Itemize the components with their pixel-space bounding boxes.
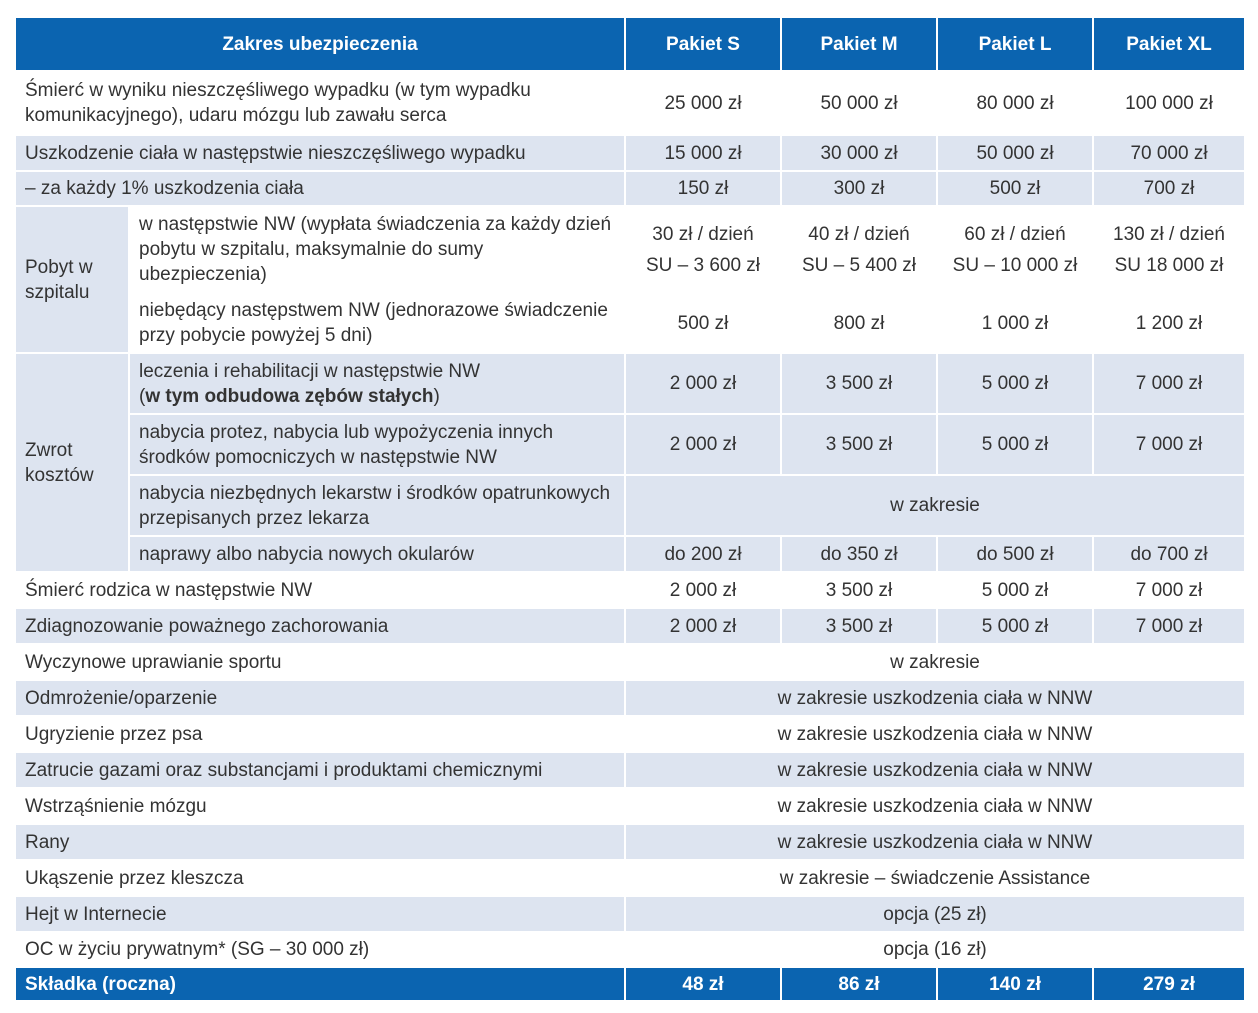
value-all: w zakresie uszkodzenia ciała w NNW [625, 824, 1245, 860]
value-s: 25 000 zł [625, 71, 781, 135]
row-hate [15, 896, 1245, 932]
row-concussion [15, 788, 1245, 824]
value-xl-daily: 130 zł / dzień [1113, 223, 1225, 245]
value-xl: 100 000 zł [1093, 71, 1245, 135]
header-pakiet-xl: Pakiet XL [1093, 17, 1245, 71]
value-all: w zakresie uszkodzenia ciała w NNW [625, 752, 1245, 788]
row-death-accident [15, 71, 1245, 135]
row-label: Hejt w Internecie [15, 896, 625, 932]
value-all: w zakresie uszkodzenia ciała w NNW [625, 680, 1245, 716]
value-m: 3 500 zł [781, 608, 937, 644]
row-poisoning [15, 752, 1245, 788]
value-l-daily: 60 zł / dzień [964, 223, 1066, 245]
value-m: 50 000 zł [781, 71, 937, 135]
row-label-bold: w tym odbudowa zębów stałych [145, 385, 434, 407]
value-xl: 7 000 zł [1093, 414, 1245, 475]
value-xl: 7 000 zł [1093, 353, 1245, 414]
row-frostbite [15, 680, 1245, 716]
value-all: opcja (16 zł) [625, 932, 1245, 967]
value-s: 15 000 zł [625, 135, 781, 171]
value-s: 2 000 zł [625, 608, 781, 644]
value-l: 5 000 zł [937, 572, 1093, 608]
row-label: Śmierć w wyniku nieszczęśliwego wypadku (w tym wypadku komunikacyjnego), udaru mózgu lub zawału serca [15, 71, 625, 135]
value-xl: 7 000 zł [1093, 572, 1245, 608]
value-s: 2 000 zł [625, 353, 781, 414]
row-label: Ugryzienie przez psa [15, 716, 625, 752]
row-oc [15, 932, 1245, 967]
row-serious-illness [15, 608, 1245, 644]
value-m: 30 000 zł [781, 135, 937, 171]
value-s: 150 zł [625, 171, 781, 206]
value-xl: 1 200 zł [1093, 293, 1245, 353]
row-label: Zatrucie gazami oraz substancjami i produktami chemicznymi [15, 752, 625, 788]
header-row [15, 17, 1245, 71]
value-all: w zakresie uszkodzenia ciała w NNW [625, 788, 1245, 824]
row-label: Ukąszenie przez kleszcza [15, 860, 625, 896]
row-label-close: ) [433, 385, 440, 407]
group-hospital-label: Pobyt w szpitalu [15, 206, 129, 353]
row-label: nabycia niezbędnych lekarstw i środków opatrunkowych przepisanych przez lekarza [129, 475, 625, 536]
row-dog-bite [15, 716, 1245, 752]
value-xl: do 700 zł [1093, 536, 1245, 572]
value-s [625, 206, 781, 293]
value-all: w zakresie [625, 644, 1245, 680]
value-l: 1 000 zł [937, 293, 1093, 353]
row-wounds [15, 824, 1245, 860]
row-parent-death [15, 572, 1245, 608]
value-s-sum: SU – 3 600 zł [645, 254, 761, 276]
value-xl [1093, 206, 1245, 293]
value-all: w zakresie uszkodzenia ciała w NNW [625, 716, 1245, 752]
value-s: 2 000 zł [625, 572, 781, 608]
row-label: Wyczynowe uprawianie sportu [15, 644, 625, 680]
value-l: 5 000 zł [937, 353, 1093, 414]
footer-row [15, 967, 1245, 1001]
row-refund-medicines [15, 475, 1245, 536]
footer-value-xl: 279 zł [1093, 967, 1245, 1001]
value-l: 500 zł [937, 171, 1093, 206]
row-label: niebędący następstwem NW (jednorazowe świadczenie przy pobycie powyżej 5 dni) [129, 293, 625, 353]
value-m: 3 500 zł [781, 353, 937, 414]
header-pakiet-m: Pakiet M [781, 17, 937, 71]
value-xl: 7 000 zł [1093, 608, 1245, 644]
value-m-daily: 40 zł / dzień [808, 223, 910, 245]
value-all: opcja (25 zł) [625, 896, 1245, 932]
value-xl: 700 zł [1093, 171, 1245, 206]
row-refund-prosthesis [15, 414, 1245, 475]
row-label: – za każdy 1% uszkodzenia ciała [15, 171, 625, 206]
value-all: w zakresie – świadczenie Assistance [625, 860, 1245, 896]
row-label: Wstrząśnienie mózgu [15, 788, 625, 824]
value-l: do 500 zł [937, 536, 1093, 572]
value-l: 5 000 zł [937, 608, 1093, 644]
row-sport [15, 644, 1245, 680]
group-refund-label: Zwrot kosztów [15, 353, 129, 572]
value-xl-sum: SU 18 000 zł [1114, 254, 1224, 276]
row-label: naprawy albo nabycia nowych okularów [129, 536, 625, 572]
value-s: do 200 zł [625, 536, 781, 572]
value-l [937, 206, 1093, 293]
row-label [129, 353, 625, 414]
value-s: 500 zł [625, 293, 781, 353]
row-label: nabycia protez, nabycia lub wypożyczenia innych środków pomocniczych w następstwie NW [129, 414, 625, 475]
row-refund-glasses [15, 536, 1245, 572]
value-l: 50 000 zł [937, 135, 1093, 171]
row-label-main: leczenia i rehabilitacji w następstwie NW [139, 360, 481, 382]
row-hospital-nw [15, 206, 1245, 293]
value-s-daily: 30 zł / dzień [652, 223, 754, 245]
row-label-open: ( [139, 385, 146, 407]
value-m-sum: SU – 5 400 zł [801, 254, 917, 276]
value-m: 800 zł [781, 293, 937, 353]
value-l: 5 000 zł [937, 414, 1093, 475]
header-scope: Zakres ubezpieczenia [15, 17, 625, 71]
value-m [781, 206, 937, 293]
value-m: 300 zł [781, 171, 937, 206]
value-l-sum: SU – 10 000 zł [952, 254, 1078, 276]
row-label: w następstwie NW (wypłata świadczenia za każdy dzień pobytu w szpitalu, maksymalnie do sumy ubezpieczenia) [129, 206, 625, 293]
row-per-percent [15, 171, 1245, 206]
value-m: 3 500 zł [781, 572, 937, 608]
row-body-injury [15, 135, 1245, 171]
row-label: Rany [15, 824, 625, 860]
row-label: Uszkodzenie ciała w następstwie nieszczęśliwego wypadku [15, 135, 625, 171]
row-label: Śmierć rodzica w następstwie NW [15, 572, 625, 608]
row-label: OC w życiu prywatnym* (SG – 30 000 zł) [15, 932, 625, 967]
value-all: w zakresie [625, 475, 1245, 536]
value-m: do 350 zł [781, 536, 937, 572]
row-label: Odmrożenie/oparzenie [15, 680, 625, 716]
value-l: 80 000 zł [937, 71, 1093, 135]
row-refund-treatment [15, 353, 1245, 414]
footer-value-l: 140 zł [937, 967, 1093, 1001]
row-hospital-non-nw [15, 293, 1245, 353]
footer-label: Składka (roczna) [15, 967, 625, 1001]
header-pakiet-l: Pakiet L [937, 17, 1093, 71]
insurance-table [14, 16, 1246, 1002]
header-pakiet-s: Pakiet S [625, 17, 781, 71]
row-label: Zdiagnozowanie poważnego zachorowania [15, 608, 625, 644]
value-xl: 70 000 zł [1093, 135, 1245, 171]
value-m: 3 500 zł [781, 414, 937, 475]
footer-value-s: 48 zł [625, 967, 781, 1001]
row-tick-bite [15, 860, 1245, 896]
value-s: 2 000 zł [625, 414, 781, 475]
footer-value-m: 86 zł [781, 967, 937, 1001]
